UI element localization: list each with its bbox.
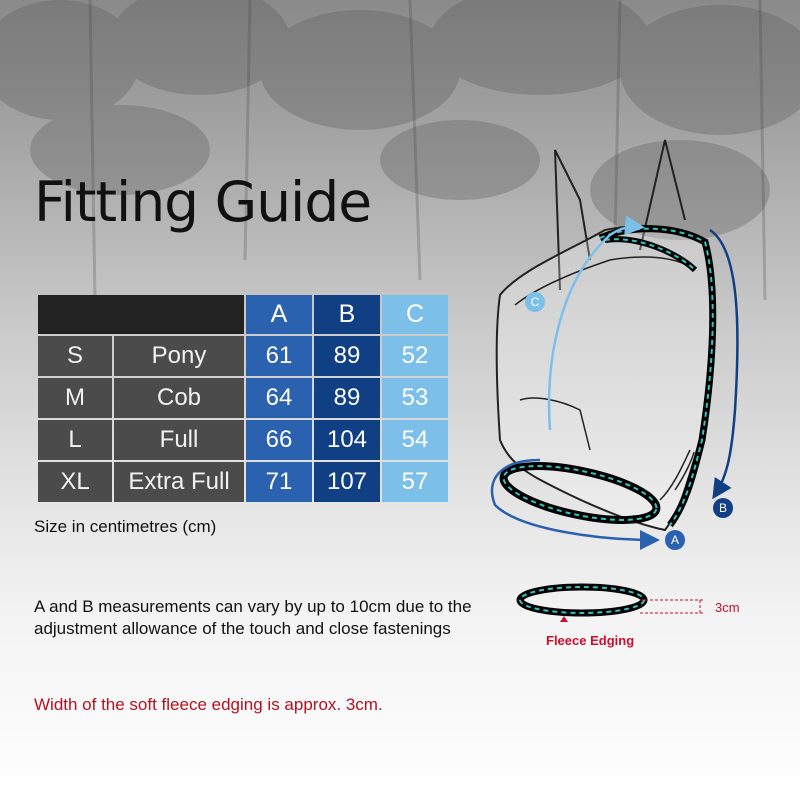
size-cell: XL	[38, 462, 112, 502]
label-b: B	[718, 501, 728, 515]
size-name-cell: Full	[114, 420, 244, 460]
measure-c-cell: 54	[382, 420, 448, 460]
edging-pointer-icon	[560, 616, 568, 622]
edging-label: Fleece Edging	[546, 633, 635, 648]
measure-b-cell: 89	[314, 336, 380, 376]
table-row	[38, 420, 448, 460]
header-a: A	[246, 295, 312, 334]
size-table	[36, 293, 450, 504]
fleece-width-note: Width of the soft fleece edging is approx. 3cm.	[34, 695, 383, 714]
header-c: C	[382, 295, 448, 334]
mask-body-outline	[497, 226, 713, 530]
measure-c-cell: 52	[382, 336, 448, 376]
size-cell: L	[38, 420, 112, 460]
header-b: B	[314, 295, 380, 334]
size-name-cell: Pony	[114, 336, 244, 376]
measure-c-cell: 57	[382, 462, 448, 502]
size-name-cell: Extra Full	[114, 462, 244, 502]
width-label: 3cm	[715, 600, 740, 615]
measure-a-cell: 71	[246, 462, 312, 502]
table-header-row	[38, 295, 448, 334]
measure-b-cell: 107	[314, 462, 380, 502]
measure-a-cell: 66	[246, 420, 312, 460]
table-row	[38, 336, 448, 376]
measure-a-cell: 61	[246, 336, 312, 376]
measure-b-cell: 104	[314, 420, 380, 460]
size-cell: M	[38, 378, 112, 418]
width-dimension-lines	[640, 600, 705, 613]
fly-mask-illustration-icon	[480, 130, 800, 650]
measure-a-cell: 64	[246, 378, 312, 418]
table-row	[38, 378, 448, 418]
label-a: A	[670, 533, 680, 547]
table-row	[38, 462, 448, 502]
measure-c-cell: 53	[382, 378, 448, 418]
size-name-cell: Cob	[114, 378, 244, 418]
page-title: Fitting Guide	[34, 170, 372, 234]
adjustment-note: A and B measurements can vary by up to 10cm due to the adjustment allowance of the touch and close fastenings	[34, 597, 472, 638]
measure-b-cell: 89	[314, 378, 380, 418]
label-c: C	[530, 295, 540, 309]
size-unit-note: Size in centimetres (cm)	[34, 517, 217, 536]
table-header-blank	[38, 295, 244, 334]
size-cell: S	[38, 336, 112, 376]
